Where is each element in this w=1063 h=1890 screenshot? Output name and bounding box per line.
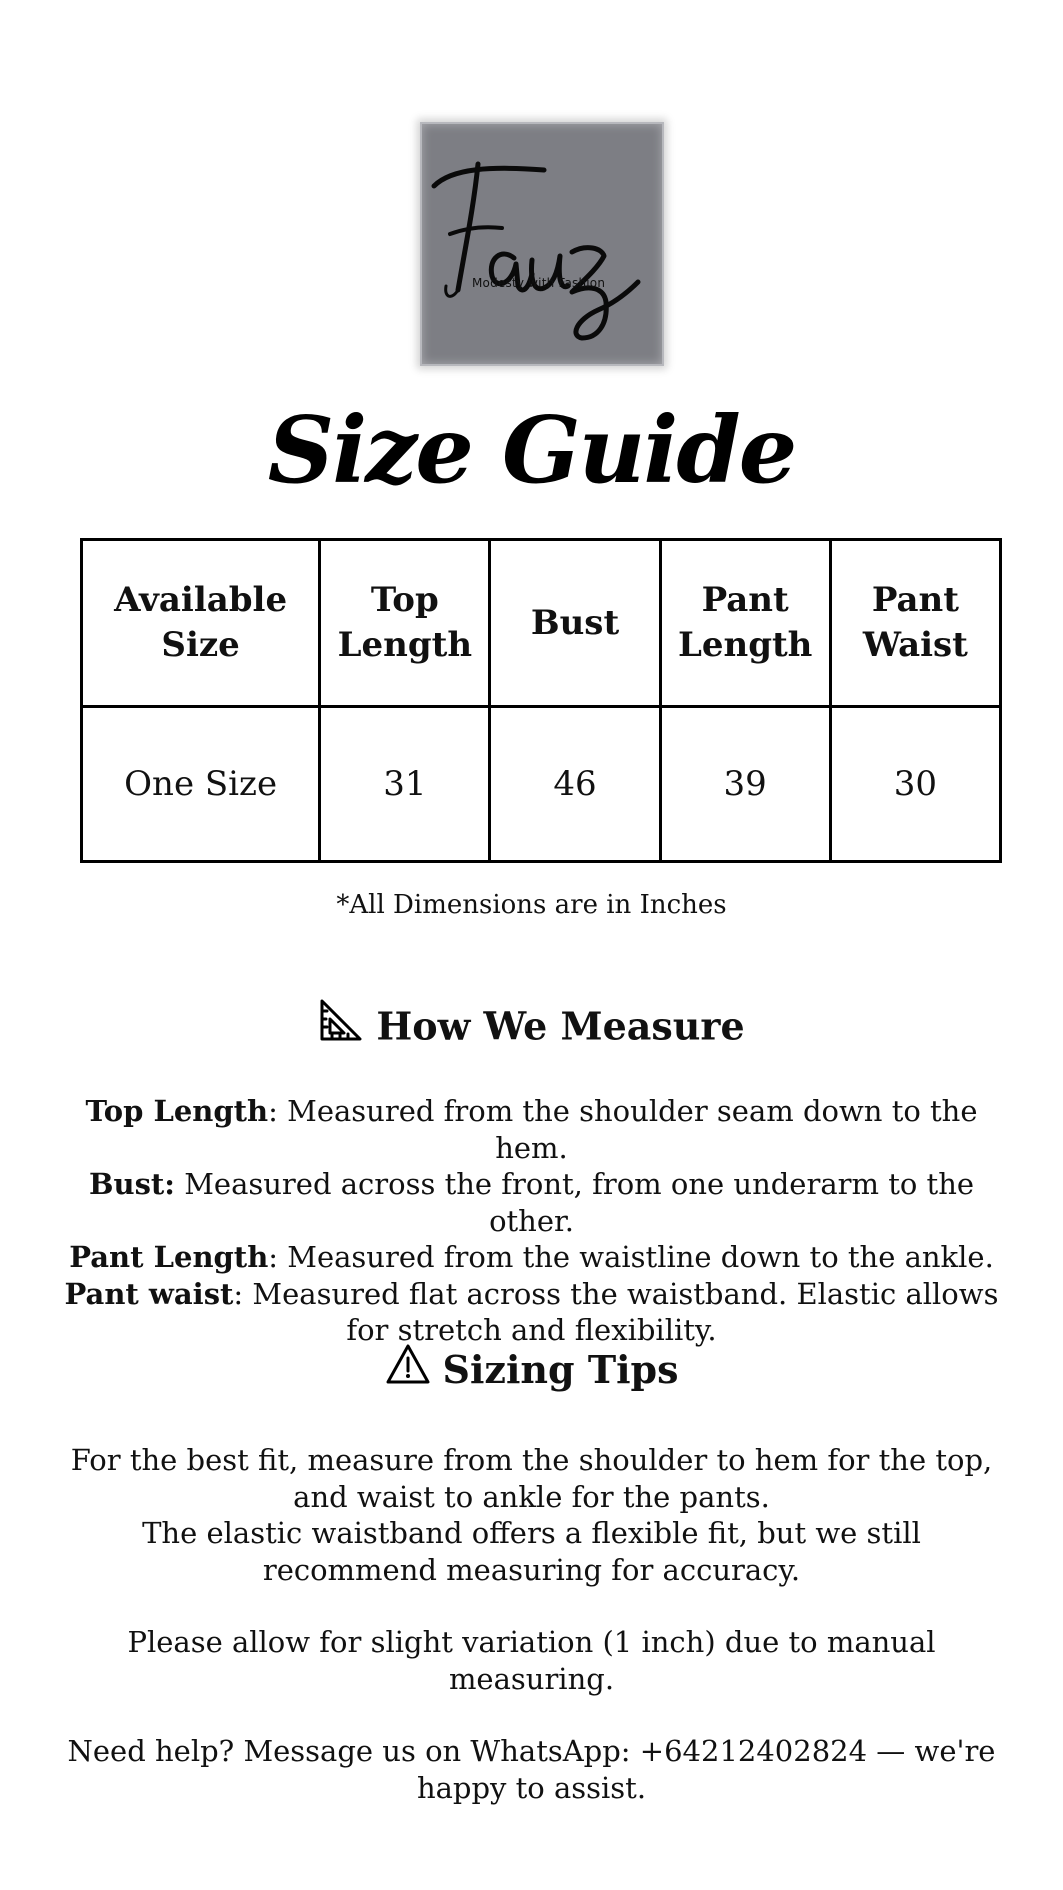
- table-row: [82, 707, 1001, 862]
- header-top-length: Top Length: [320, 540, 490, 707]
- header-pant-length: Pant Length: [660, 540, 830, 707]
- desc-top-length: Measured from the shoulder seam down to the hem.: [287, 1094, 978, 1165]
- how-we-measure-body: Top Length: Measured from the shoulder seam down to the hem. Bust: Measured across the front, from one underarm to the other. Pant Length: Measured from the waistline down to the ankle. Pant waist: Measured flat across the waistband. Elastic allows for stretch and flexibility.: [64, 1094, 999, 1347]
- desc-bust: Measured across the front, from one underarm to the other.: [184, 1167, 975, 1238]
- tip-measure: For the best fit, measure from the shoulder to hem for the top, and waist to ankle for the pants.: [70, 1443, 993, 1514]
- header-available-size: Available Size: [82, 540, 320, 707]
- how-we-measure-heading: [0, 1001, 1063, 1059]
- sizing-tips-title: Sizing Tips: [442, 1347, 679, 1392]
- logo-script-lettering: [422, 124, 662, 364]
- desc-pant-waist: Measured flat across the waistband. Elastic allows for stretch and flexibility.: [252, 1276, 999, 1347]
- term-top-length: Top Length: [85, 1094, 269, 1128]
- sizing-tips-body: [62, 1442, 1001, 1806]
- cell-available-size: One Size: [82, 707, 320, 862]
- tip-variation: Please allow for slight variation (1 inch) due to manual measuring.: [127, 1625, 936, 1696]
- term-pant-waist: Pant waist: [64, 1276, 234, 1311]
- cell-pant-length: 39: [660, 707, 830, 862]
- header-bust: Bust: [490, 540, 660, 707]
- tip-elastic: The elastic waistband offers a flexible fit, but we still recommend measuring for accuracy.: [142, 1516, 921, 1587]
- size-table-header-row: [82, 540, 1001, 707]
- term-bust: Bust:: [88, 1167, 175, 1201]
- cell-pant-waist: 30: [830, 707, 1000, 862]
- warning-icon: [385, 1343, 431, 1397]
- brand-logo: [420, 122, 664, 366]
- desc-pant-length: Measured from the waistline down to the ankle.: [287, 1240, 994, 1274]
- header-pant-waist: Pant Waist: [830, 540, 1000, 707]
- page-title: Size Guide: [267, 396, 796, 504]
- units-note: *All Dimensions are in Inches: [336, 890, 727, 920]
- tip-contact: Need help? Message us on WhatsApp: +64212402824 — we're happy to assist.: [67, 1734, 996, 1805]
- cell-bust: 46: [490, 707, 660, 862]
- how-we-measure-title: How We Measure: [376, 1003, 745, 1049]
- cell-top-length: 31: [320, 707, 490, 862]
- logo-tagline: Modesty with Fashion: [472, 276, 606, 290]
- sizing-tips-heading: [0, 1345, 1063, 1401]
- term-pant-length: Pant Length: [69, 1240, 269, 1274]
- triangle-ruler-icon: [318, 997, 364, 1055]
- size-table: [80, 538, 1002, 863]
